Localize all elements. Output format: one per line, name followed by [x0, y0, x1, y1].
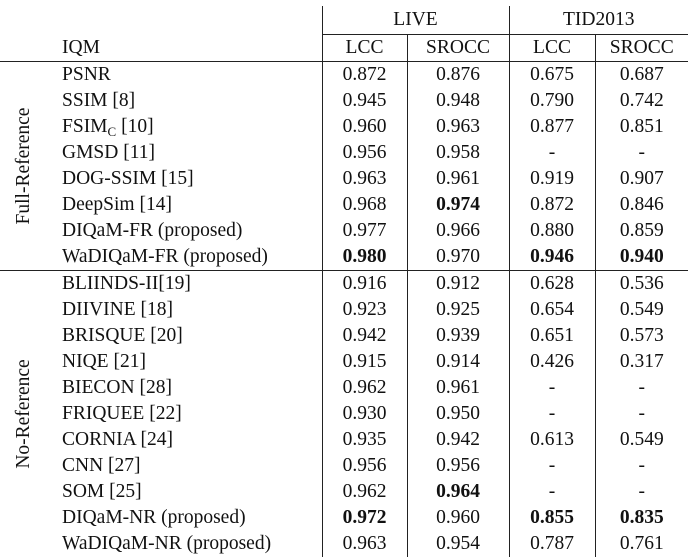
- tid-lcc-value: 0.628: [509, 271, 595, 298]
- table-row: [0, 323, 688, 349]
- live-lcc-value: 0.963: [322, 166, 407, 192]
- iqm-column-header: IQM: [60, 35, 322, 62]
- iqm-name: BIECON [28]: [62, 377, 172, 398]
- live-lcc-header: LCC: [322, 35, 407, 62]
- tid-srocc-value: -: [595, 375, 688, 401]
- live-srocc-value: 0.963: [407, 114, 509, 140]
- tid-lcc-value: 0.946: [509, 244, 595, 271]
- table-row: [0, 114, 688, 140]
- iqm-name-subscript: C: [107, 124, 117, 139]
- live-srocc-value: 0.958: [407, 140, 509, 166]
- tid-lcc-value: -: [509, 401, 595, 427]
- tid-lcc-value: 0.880: [509, 218, 595, 244]
- live-srocc-value: 0.939: [407, 323, 509, 349]
- dataset-tid2013-header: TID2013: [509, 6, 688, 35]
- tid-lcc-value: 0.675: [509, 62, 595, 89]
- iqm-name: BLIINDS-II[19]: [62, 273, 191, 294]
- tid-srocc-value: 0.761: [595, 531, 688, 557]
- group-label: No-Reference: [13, 359, 34, 469]
- tid-lcc-value: -: [509, 453, 595, 479]
- table-row: [0, 505, 688, 531]
- results-table: [0, 6, 688, 557]
- metric-header-row: [0, 35, 688, 62]
- tid-lcc-value: 0.651: [509, 323, 595, 349]
- live-srocc-value: 0.948: [407, 88, 509, 114]
- live-lcc-value: 0.930: [322, 401, 407, 427]
- tid-srocc-value: 0.549: [595, 427, 688, 453]
- live-lcc-value: 0.960: [322, 114, 407, 140]
- live-lcc-value: 0.962: [322, 479, 407, 505]
- iqm-name: [60, 114, 322, 140]
- iqm-name: FRIQUEE [22]: [62, 403, 182, 424]
- live-srocc-value: 0.970: [407, 244, 509, 271]
- header-blank-group: [0, 6, 60, 35]
- table-row: [0, 192, 688, 218]
- live-lcc-value: 0.980: [322, 244, 407, 271]
- live-lcc-value: 0.956: [322, 453, 407, 479]
- live-srocc-value: 0.950: [407, 401, 509, 427]
- table-body: [0, 62, 688, 558]
- live-srocc-value: 0.961: [407, 166, 509, 192]
- tid-srocc-value: 0.846: [595, 192, 688, 218]
- tid-lcc-value: 0.787: [509, 531, 595, 557]
- live-lcc-value: 0.956: [322, 140, 407, 166]
- tid-lcc-value: 0.872: [509, 192, 595, 218]
- live-lcc-value: 0.935: [322, 427, 407, 453]
- tid-srocc-value: 0.940: [595, 244, 688, 271]
- tid-srocc-value: 0.573: [595, 323, 688, 349]
- live-srocc-value: 0.960: [407, 505, 509, 531]
- iqm-name-ref: [10]: [116, 116, 154, 137]
- tid-lcc-value: 0.426: [509, 349, 595, 375]
- live-lcc-value: 0.915: [322, 349, 407, 375]
- live-srocc-value: 0.974: [407, 192, 509, 218]
- header-blank-iqm: [60, 6, 322, 35]
- iqm-name: DIQaM-FR (proposed): [62, 220, 243, 241]
- live-srocc-value: 0.914: [407, 349, 509, 375]
- iqm-name: CORNIA [24]: [62, 429, 174, 450]
- table-row: [0, 427, 688, 453]
- iqm-name: WaDIQaM-NR (proposed): [62, 533, 272, 554]
- tid-lcc-value: 0.855: [509, 505, 595, 531]
- tid-srocc-value: 0.687: [595, 62, 688, 89]
- live-srocc-value: 0.956: [407, 453, 509, 479]
- live-lcc-value: 0.942: [322, 323, 407, 349]
- tid-srocc-value: -: [595, 479, 688, 505]
- iqm-name: PSNR: [62, 64, 111, 85]
- iqm-name: BRISQUE [20]: [62, 325, 183, 346]
- tid-lcc-value: -: [509, 479, 595, 505]
- live-lcc-value: 0.923: [322, 297, 407, 323]
- iqm-name: NIQE [21]: [62, 351, 146, 372]
- tid-srocc-value: 0.835: [595, 505, 688, 531]
- iqm-name: SOM [25]: [62, 481, 142, 502]
- live-lcc-value: 0.972: [322, 505, 407, 531]
- table-row: [0, 140, 688, 166]
- tid-lcc-value: 0.790: [509, 88, 595, 114]
- iqm-name: DIQaM-NR (proposed): [62, 507, 246, 528]
- tid-srocc-value: 0.549: [595, 297, 688, 323]
- live-srocc-value: 0.942: [407, 427, 509, 453]
- live-lcc-value: 0.872: [322, 62, 407, 89]
- table-row: [0, 479, 688, 505]
- tid-srocc-value: 0.859: [595, 218, 688, 244]
- tid-srocc-value: -: [595, 140, 688, 166]
- tid-srocc-header: SROCC: [595, 35, 688, 62]
- iqm-name: SSIM [8]: [62, 90, 136, 111]
- iqm-name: CNN [27]: [62, 455, 141, 476]
- live-lcc-value: 0.962: [322, 375, 407, 401]
- live-lcc-value: 0.916: [322, 271, 407, 298]
- table-row: [0, 166, 688, 192]
- group-label-cell: [0, 62, 60, 271]
- tid-lcc-value: 0.877: [509, 114, 595, 140]
- table-row: [0, 218, 688, 244]
- live-lcc-value: 0.963: [322, 531, 407, 557]
- live-srocc-value: 0.961: [407, 375, 509, 401]
- table-row: [0, 244, 688, 271]
- live-srocc-value: 0.912: [407, 271, 509, 298]
- tid-srocc-value: -: [595, 401, 688, 427]
- tid-srocc-value: 0.317: [595, 349, 688, 375]
- live-lcc-value: 0.945: [322, 88, 407, 114]
- tid-srocc-value: -: [595, 453, 688, 479]
- tid-lcc-value: -: [509, 140, 595, 166]
- table-row: [0, 375, 688, 401]
- iqm-name-main: FSIM: [62, 116, 108, 137]
- tid-srocc-value: 0.536: [595, 271, 688, 298]
- table-row: [0, 297, 688, 323]
- table-row: [0, 271, 688, 298]
- group-label-cell: [0, 271, 60, 558]
- iqm-name: GMSD [11]: [62, 142, 155, 163]
- table-row: [0, 453, 688, 479]
- live-srocc-value: 0.925: [407, 297, 509, 323]
- tid-srocc-value: 0.851: [595, 114, 688, 140]
- iqm-name: DOG-SSIM [15]: [62, 168, 194, 189]
- live-lcc-value: 0.977: [322, 218, 407, 244]
- table-row: [0, 349, 688, 375]
- live-srocc-value: 0.876: [407, 62, 509, 89]
- tid-lcc-value: -: [509, 375, 595, 401]
- table-row: [0, 88, 688, 114]
- tid-lcc-value: 0.919: [509, 166, 595, 192]
- tid-srocc-value: 0.742: [595, 88, 688, 114]
- tid-lcc-value: 0.654: [509, 297, 595, 323]
- live-srocc-value: 0.964: [407, 479, 509, 505]
- header-blank-group-2: [0, 35, 60, 62]
- tid-lcc-value: 0.613: [509, 427, 595, 453]
- live-lcc-value: 0.968: [322, 192, 407, 218]
- table-row: [0, 401, 688, 427]
- group-label: Full-Reference: [13, 107, 34, 225]
- live-srocc-value: 0.966: [407, 218, 509, 244]
- iqm-name: WaDIQaM-FR (proposed): [60, 244, 322, 271]
- dataset-header-row: [0, 6, 688, 35]
- live-srocc-value: 0.954: [407, 531, 509, 557]
- table-row: [0, 62, 688, 89]
- live-srocc-header: SROCC: [407, 35, 509, 62]
- iqm-name: DeepSim [14]: [62, 194, 172, 215]
- table-row: [0, 531, 688, 557]
- tid-lcc-header: LCC: [509, 35, 595, 62]
- dataset-live-header: LIVE: [322, 6, 509, 35]
- iqm-name: DIIVINE [18]: [62, 299, 174, 320]
- tid-srocc-value: 0.907: [595, 166, 688, 192]
